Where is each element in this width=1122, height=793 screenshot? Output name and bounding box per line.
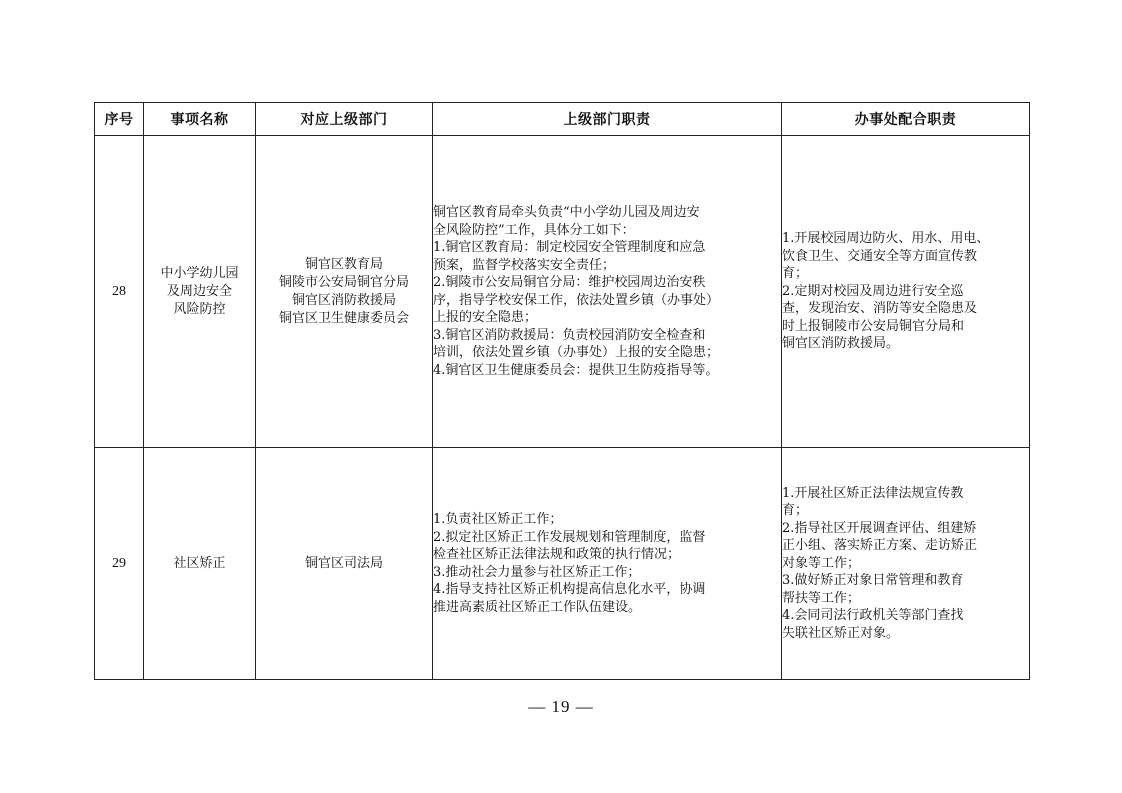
cooperation-line: 对象等工作； — [782, 555, 861, 571]
header-office-cooperation: 办事处配合职责 — [782, 103, 1030, 136]
row-item-name — [144, 448, 256, 680]
cooperation-line: 查，发现治安、消防等安全隐患及 — [782, 301, 978, 317]
cooperation-line: 1.开展校园周边防火、用水、用电、 — [782, 231, 990, 247]
row-office-cooperation — [782, 448, 1030, 680]
cooperation-line: 正小组、落实矫正方案、走访矫正 — [782, 538, 978, 554]
duty-line: 培训，依法处置乡镇（办事处）上报的安全隐患； — [433, 345, 720, 360]
duty-line: 3.铜官区消防救援局：负责校园消防安全检查和 — [433, 327, 706, 343]
row-departments — [256, 448, 433, 680]
item-name-line: 风险防控 — [173, 301, 226, 317]
header-item-name: 事项名称 — [144, 103, 256, 136]
duty-line: 全风险防控”工作，具体分工如下： — [433, 222, 635, 238]
department-name: 铜官区教育局 — [304, 256, 383, 272]
duty-line: 上报的安全隐患； — [433, 310, 538, 325]
duty-line: 2.铜陵市公安局铜官分局：维护校园周边治安秩 — [433, 275, 706, 290]
row-departments — [256, 136, 433, 448]
department-name: 铜陵市公安局铜官分局 — [278, 274, 409, 290]
cooperation-line: 2.指导社区开展调查评估、组建矫 — [782, 520, 977, 536]
duty-line: 1.负责社区矫正工作； — [433, 512, 563, 527]
cooperation-line: 育； — [782, 503, 809, 519]
duty-line: 预案，监督学校落实安全责任； — [433, 257, 616, 273]
row-serial-no: 29 — [95, 448, 144, 680]
duty-line: 铜官区教育局牵头负责“中小学幼儿园及周边安 — [433, 205, 700, 220]
item-name-line: 社区矫正 — [173, 555, 226, 571]
cooperation-line: 帮扶等工作； — [782, 590, 861, 606]
duty-line: 4.铜官区卫生健康委员会：提供卫生防疫指导等。 — [433, 362, 719, 378]
duty-line: 序，指导学校安保工作，依法处置乡镇（办事处） — [433, 292, 720, 308]
header-superior-department: 对应上级部门 — [256, 103, 433, 136]
duty-line: 2.拟定社区矫正工作发展规划和管理制度，监督 — [433, 529, 706, 545]
cooperation-line: 时上报铜陵市公安局铜官分局和 — [782, 318, 965, 334]
table-header-row — [95, 103, 1030, 136]
cooperation-line: 铜官区消防救援局。 — [782, 336, 900, 352]
duties-table — [94, 102, 1030, 680]
item-name-line: 及周边安全 — [166, 283, 232, 299]
item-name-line: 中小学幼儿园 — [160, 265, 239, 281]
duty-line: 推进高素质社区矫正工作队伍建设。 — [433, 599, 642, 615]
duty-line: 4.指导支持社区矫正机构提高信息化水平，协调 — [433, 582, 706, 597]
row-serial-no: 28 — [95, 136, 144, 448]
cooperation-line: 1.开展社区矫正法律法规宣传教 — [782, 485, 964, 501]
department-name: 铜官区司法局 — [304, 555, 383, 571]
page-number: — 19 — — [528, 697, 594, 716]
table-row — [95, 448, 1030, 680]
cooperation-line: 失联社区矫正对象。 — [782, 625, 900, 641]
row-superior-duties — [433, 136, 782, 448]
cooperation-line: 育； — [782, 266, 809, 282]
header-serial-no: 序号 — [95, 103, 144, 136]
cooperation-line: 2.定期对校园及周边进行安全巡 — [782, 283, 964, 299]
cooperation-line: 饮食卫生、交通安全等方面宣传教 — [782, 248, 978, 264]
cooperation-line: 3.做好矫正对象日常管理和教育 — [782, 573, 964, 589]
duty-line: 3.推动社会力量参与社区矫正工作； — [433, 564, 641, 580]
header-superior-duties: 上级部门职责 — [433, 103, 782, 136]
department-name: 铜官区卫生健康委员会 — [278, 310, 409, 326]
row-item-name — [144, 136, 256, 448]
row-superior-duties — [433, 448, 782, 680]
row-office-cooperation — [782, 136, 1030, 448]
duty-line: 检查社区矫正法律法规和政策的执行情况； — [433, 547, 681, 562]
duty-line: 1.铜官区教育局：制定校园安全管理制度和应急 — [433, 240, 706, 255]
department-name: 铜官区消防救援局 — [291, 292, 396, 308]
table-row — [95, 136, 1030, 448]
cooperation-line: 4.会同司法行政机关等部门查找 — [782, 608, 964, 624]
